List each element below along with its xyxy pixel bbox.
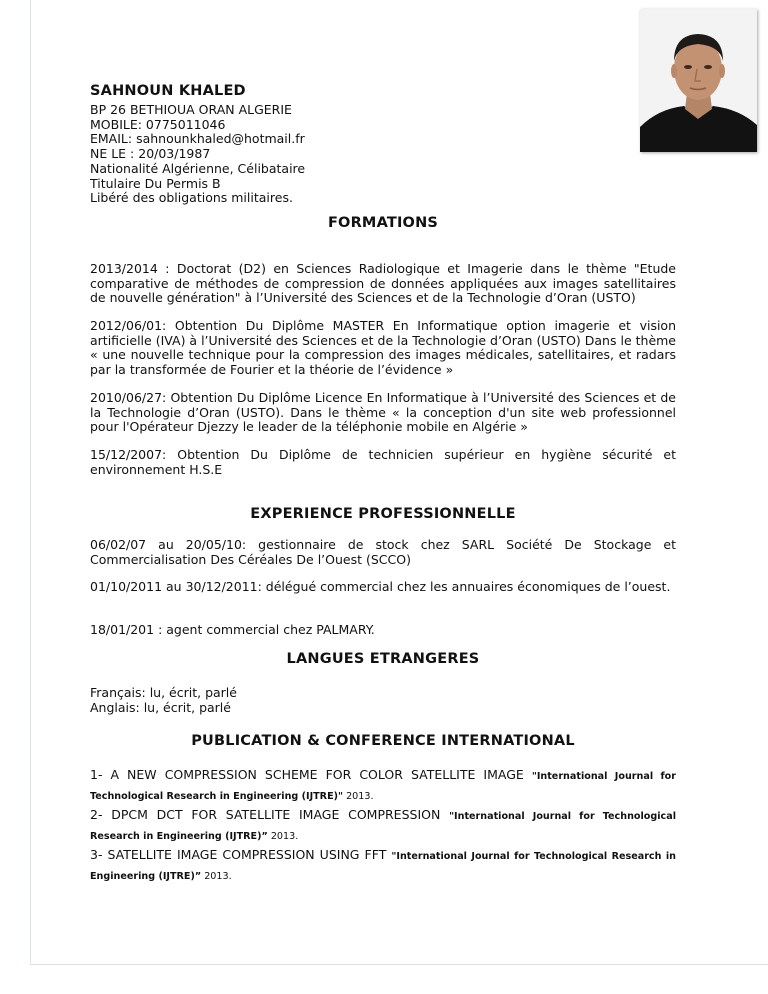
contact-address: BP 26 BETHIOUA ORAN ALGERIE [90, 102, 292, 117]
publication-title: 1- A NEW COMPRESSION SCHEME FOR COLOR SATELLITE IMAGE [90, 767, 532, 782]
contact-birthdate: NE LE : 20/03/1987 [90, 146, 211, 162]
experience-heading: EXPERIENCE PROFESSIONNELLE [250, 506, 516, 522]
language-english: Anglais: lu, écrit, parlé [90, 699, 231, 715]
experience-item: 06/02/07 au 20/05/10: gestionnaire de stock chez SARL Société De Stockage et Commercialisation Des Céréales De l’Ouest (SCCO) [90, 537, 676, 567]
formation-item: 2013/2014 : Doctorat (D2) en Sciences Radiologique et Imagerie dans le thème "Etude comparative de méthodes de compression de données appliquées aux images satellitaires de nouvelle génération" à l’Université des Sciences et de la Technologie d’Oran (USTO) [90, 261, 676, 306]
portrait-photo-icon [640, 9, 757, 152]
publication-journal: "International Journal for Technological Research in Engineering (IJTRE)” [90, 851, 676, 882]
contact-mobile: MOBILE: 0775011046 [90, 116, 226, 132]
contact-email: EMAIL: sahnounkhaled@hotmail.fr [90, 131, 305, 147]
publication-item [90, 804, 676, 844]
publications-heading: PUBLICATION & CONFERENCE INTERNATIONAL [191, 733, 575, 749]
formation-item: 15/12/2007: Obtention Du Diplôme de technicien supérieur en hygiène sécurité et environnement H.S.E [90, 447, 676, 477]
experience-item: 01/10/2011 au 30/12/2011: délégué commercial chez les annuaires économiques de l’ouest. [90, 579, 671, 594]
language-french: Français: lu, écrit, parlé [90, 685, 237, 700]
languages-heading: LANGUES ETRANGERES [286, 651, 480, 667]
contact-block [90, 103, 420, 206]
experience-item: 18/01/201 : agent commercial chez PALMARY. [90, 622, 375, 637]
languages-list [90, 686, 237, 715]
contact-license: Titulaire Du Permis B [90, 175, 221, 191]
publication-title: 3- SATELLITE IMAGE COMPRESSION USING FFT [90, 847, 392, 862]
publication-year: 2013. [343, 791, 374, 802]
formation-item: 2010/06/27: Obtention Du Diplôme Licence En Informatique à l’Université des Sciences et de la Technologie d’Oran (USTO). Dans le thème « la conception d'un site web professionnel pour l'Opérateur Djezzy le leader de la téléphonie mobile en Algérie » [90, 390, 676, 435]
publication-title: 2- DPCM DCT FOR SATELLITE IMAGE COMPRESSION [90, 807, 450, 822]
publication-year: 2013. [267, 831, 299, 842]
contact-nationality: Nationalité Algérienne, Célibataire [90, 160, 306, 176]
profile-photo [640, 9, 757, 152]
publication-journal: "International Journal for Technological Research in Engineering (IJTRE)” [90, 811, 676, 842]
publication-item [90, 764, 676, 804]
formation-item: 2012/06/01: Obtention Du Diplôme MASTER En Informatique option imagerie et vision artificielle (IVA) à l’Université des Sciences et de la Technologie d’Oran (USTO) Dans le thème « une nouvelle technique pour la compression des images médicales, satellitaires, et radars par la transformée de Fourier et la théorie de l’évidence » [90, 318, 676, 378]
publication-year: 2013. [201, 871, 232, 882]
candidate-name: SAHNOUN KHALED [90, 83, 246, 99]
formations-heading: FORMATIONS [327, 215, 439, 231]
publication-journal: "International Journal for Technological Research in Engineering (IJTRE)" [90, 771, 676, 802]
contact-military: Libéré des obligations militaires. [90, 190, 293, 206]
publication-item [90, 844, 676, 884]
